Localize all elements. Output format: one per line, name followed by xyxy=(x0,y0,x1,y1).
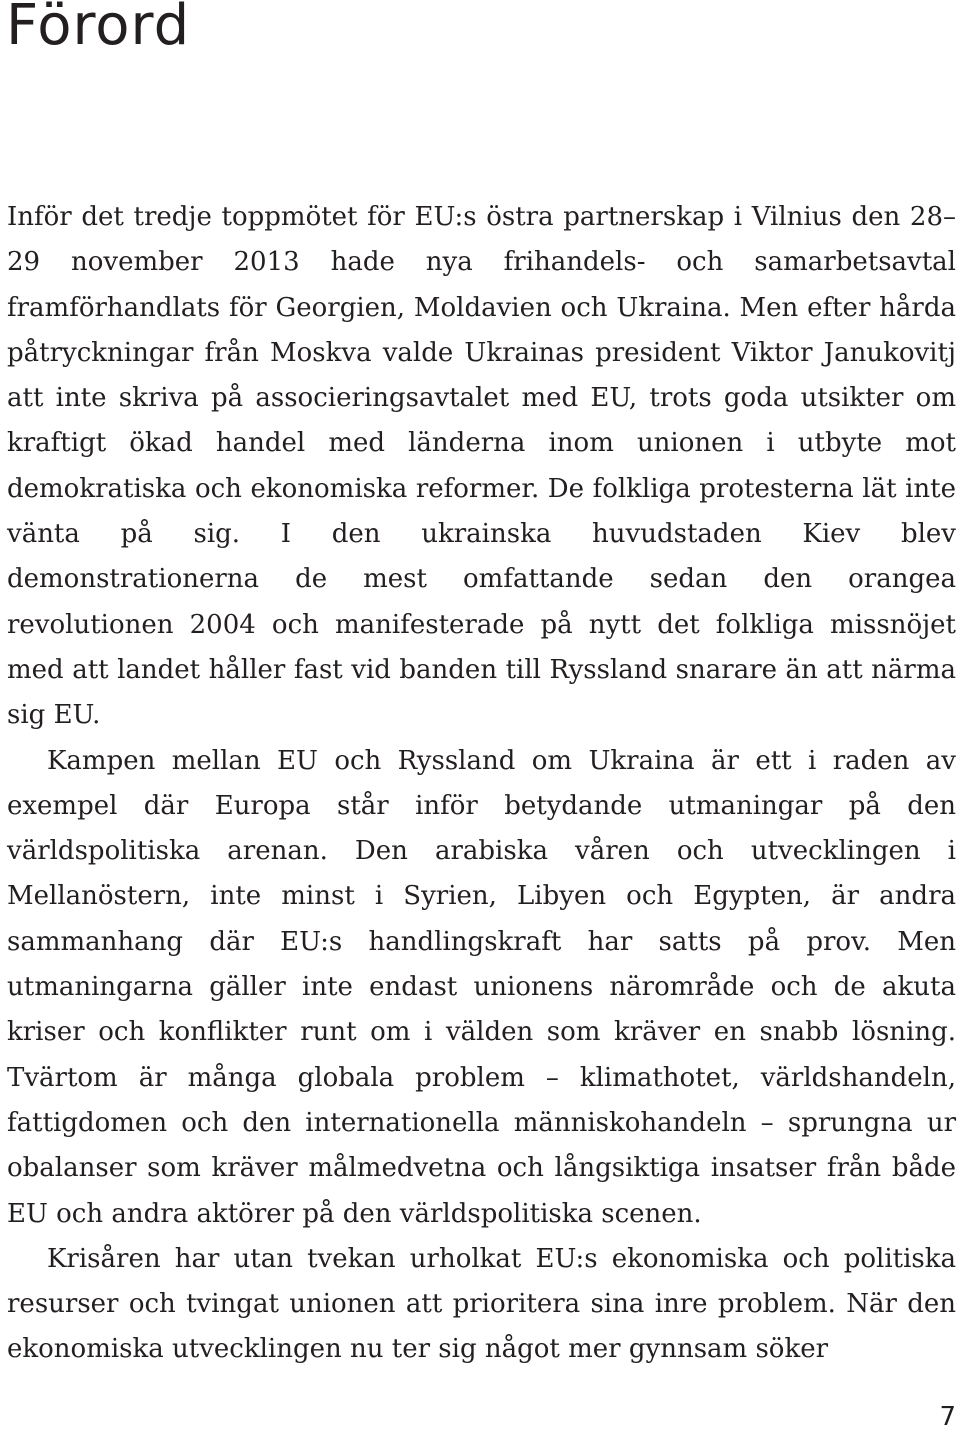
chapter-title: Förord xyxy=(6,0,191,58)
body-text xyxy=(7,195,956,1373)
page-number: 7 xyxy=(939,1402,956,1432)
paragraph-3: Krisåren har utan tvekan urholkat EU:s ekonomiska och politiska resurser och tvingat unionen att prioritera sina inre problem. När den ekonomiska utvecklingen nu ter sig något mer gynnsam söker xyxy=(7,1243,956,1365)
paragraph-1: Inför det tredje toppmötet för EU:s östra partnerskap i Vilnius den 28–29 november 2013 hade nya frihandels- och samarbetsavtal framförhandlats för Georgien, Moldavien och Ukraina. Men efter hårda påtryckningar från Moskva valde Ukrainas president Viktor Janukovitj att inte skriva på associeringsavtalet med EU, trots goda utsikter om kraftigt ökad handel med länderna inom unionen i utbyte mot demokratiska och ekonomiska reformer. De folkliga protesterna lät inte vänta på sig. I den ukrainska huvudstaden Kiev blev demonstrationerna de mest omfattande sedan den orangea revolutionen 2004 och manifesterade på nytt det folkliga missnöjet med att landet håller fast vid banden till Ryssland snarare än att närma sig EU. xyxy=(7,202,956,731)
paragraph-2: Kampen mellan EU och Ryssland om Ukraina är ett i raden av exempel där Europa står inför betydande utmaningar på den världspolitiska arenan. Den arabiska våren och utvecklingen i Mellanöstern, inte minst i Syrien, Libyen och Egypten, är andra sammanhang där EU:s handlingskraft har satts på prov. Men utmaningarna gäller inte endast unionens närområde och de akuta kriser och konflikter runt om i välden som kräver en snabb lösning. Tvärtom är många globala problem – klimathotet, världshandeln, fattigdomen och den internationella människohandeln – sprungna ur obalanser som kräver målmedvetna och långsiktiga insatser från både EU och andra aktörer på den världspolitiska scenen. xyxy=(7,745,956,1229)
